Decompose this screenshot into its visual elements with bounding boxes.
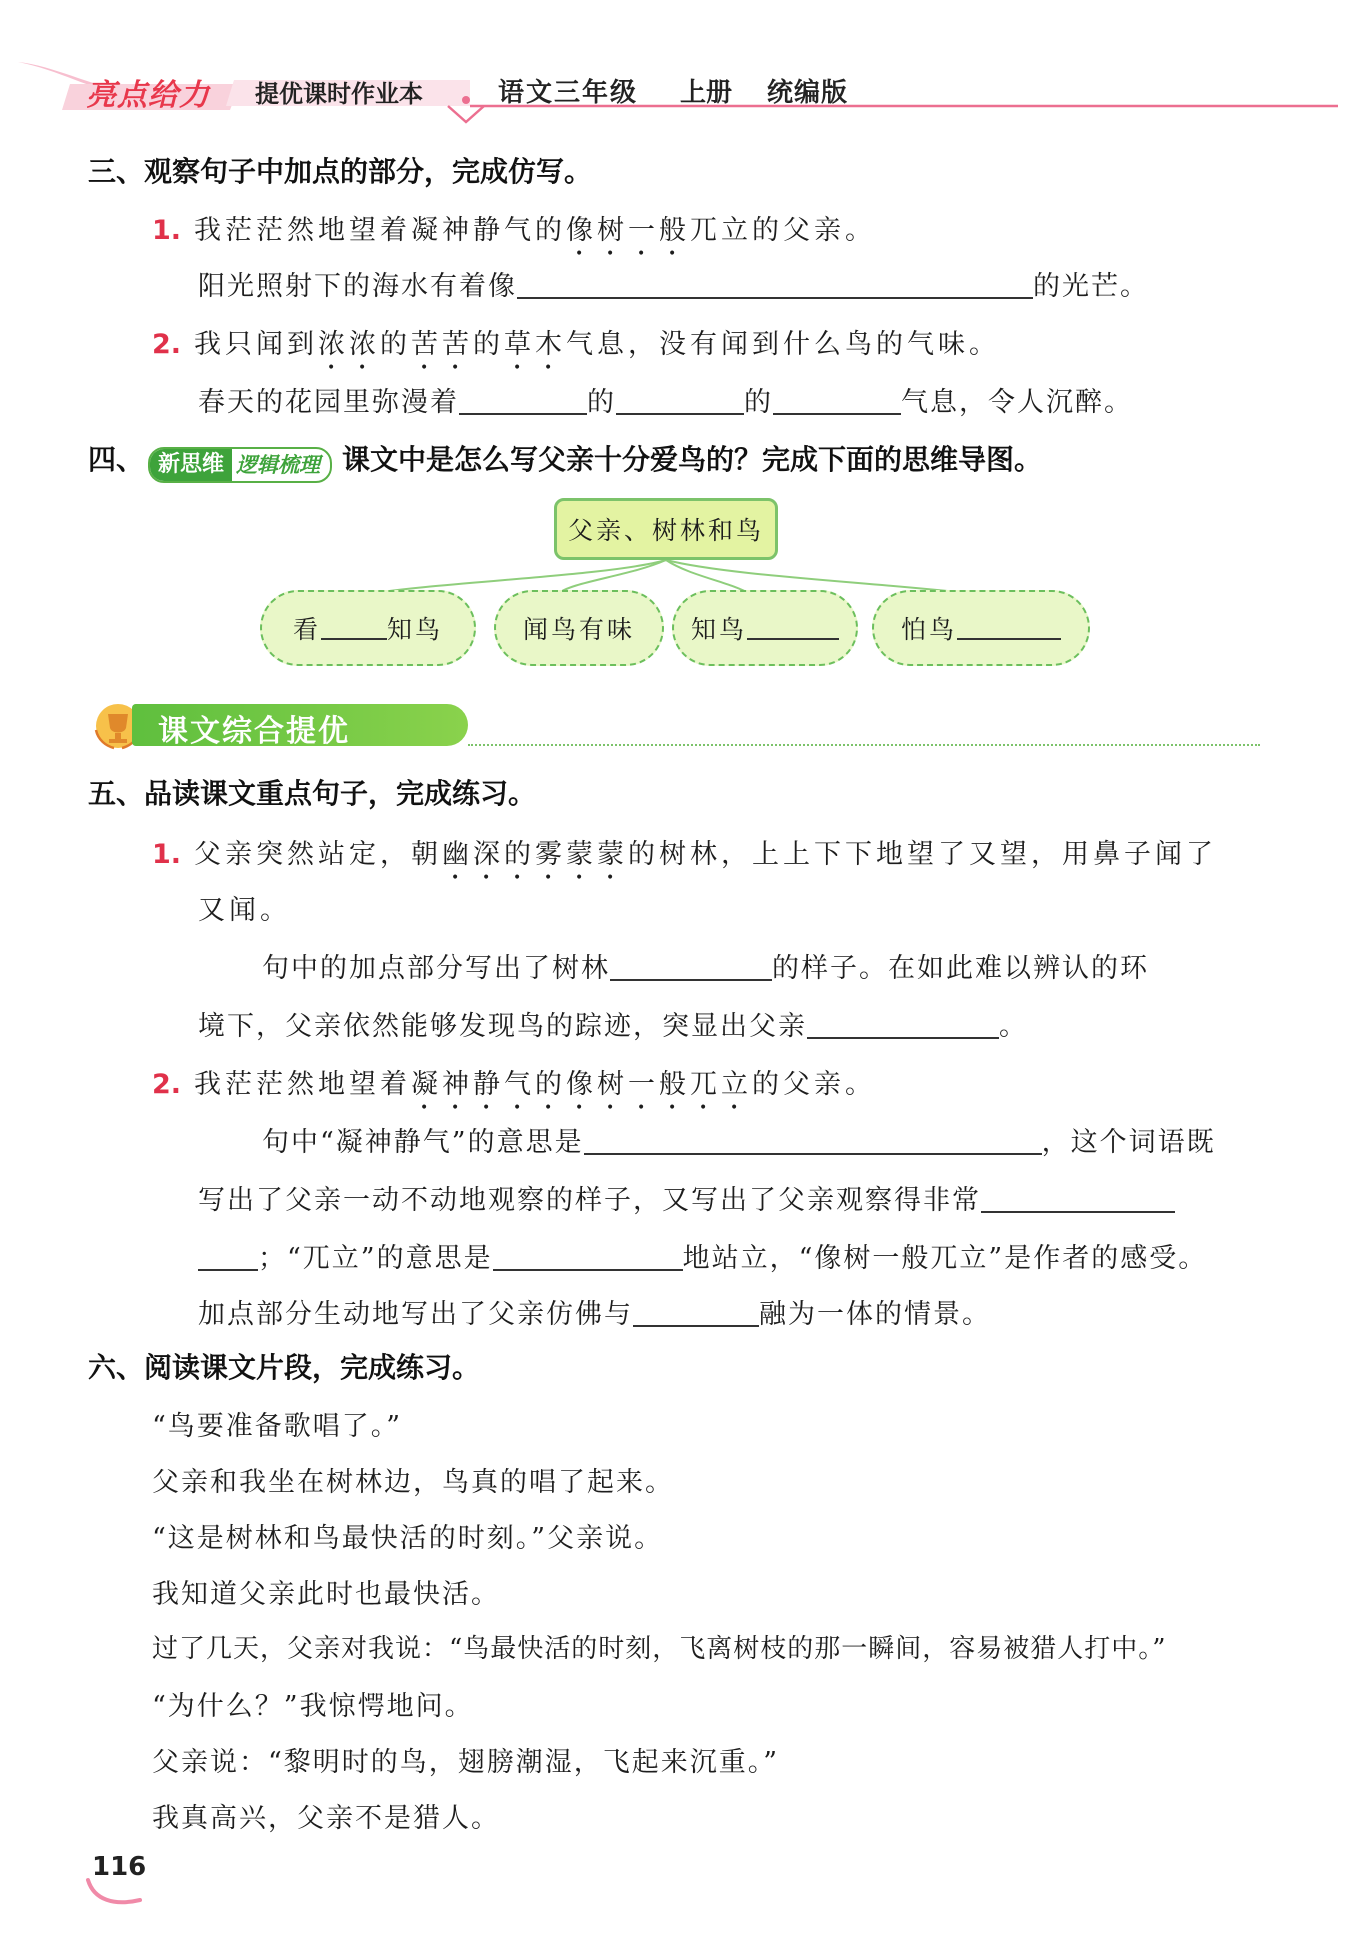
section-3-title: 三、观察句子中加点的部分，完成仿写。	[88, 155, 593, 188]
question-number: 2.	[152, 329, 182, 360]
passage-line: 我真高兴，父亲不是猎人。	[152, 1803, 500, 1834]
prompt-text: 阳光照射下的海水有着像	[198, 271, 517, 302]
question-number: 1.	[152, 839, 182, 870]
answer-blank[interactable]	[747, 616, 839, 640]
answer-blank[interactable]	[493, 1243, 683, 1271]
prompt-text: 气息，令人沉醉。	[901, 387, 1133, 418]
sentence-text: 的	[380, 329, 411, 360]
prompt-text: 。	[999, 1011, 1028, 1042]
s5-q2-answer-line4	[198, 1292, 991, 1331]
sentence-text: 父亲突然站定，朝	[194, 839, 442, 870]
badge-sublabel: 逻辑梳理	[236, 452, 321, 477]
dotted-phrase: 苦苦	[411, 329, 473, 360]
prompt-text: 境下，父亲依然能够发现鸟的踪迹，突显出父亲	[198, 1011, 807, 1042]
section-question: 课文中是怎么写父亲十分爱鸟的？完成下面的思维导图。	[342, 443, 1043, 476]
subject-grade: 语文三年级	[498, 78, 639, 108]
volume: 上册	[680, 78, 733, 108]
prompt-text: 地站立，“像树一般兀立”是作者的感受。	[682, 1243, 1208, 1274]
s3-q2-practice	[198, 380, 1133, 419]
answer-blank[interactable]	[517, 271, 1033, 299]
prompt-text: 句中“凝神静气”的意思是	[262, 1127, 584, 1158]
sentence-text: 我只闻到	[194, 329, 318, 360]
section-4-title	[88, 438, 1042, 483]
sentence-text: 的	[473, 329, 504, 360]
prompt-text: 的	[587, 387, 616, 418]
sentence-text: 兀立的父亲。	[690, 215, 876, 246]
s5-q2-answer-line2	[198, 1178, 1175, 1217]
s5-q2-answer-line1	[262, 1120, 1216, 1159]
mind-map-node-see	[260, 590, 476, 666]
s3-q1-sentence	[152, 208, 876, 262]
s5-q2-sentence	[152, 1062, 876, 1116]
mind-map-node-smell: 闻鸟有味	[494, 590, 664, 666]
prompt-text: 写出了父亲一动不动地观察的样子，又写出了父亲观察得非常	[198, 1185, 981, 1216]
s5-q1-sentence-cont: 又闻。	[198, 895, 291, 926]
answer-blank[interactable]	[807, 1011, 999, 1039]
section-banner	[88, 700, 1258, 752]
mind-map-node-fear	[872, 590, 1090, 666]
answer-blank[interactable]	[633, 1299, 759, 1327]
s5-q2-answer-line3	[198, 1236, 1207, 1275]
node-label: 怕鸟	[900, 615, 957, 644]
prompt-text: 春天的花园里弥漫着	[198, 387, 459, 418]
passage-line: “这是树林和鸟最快活的时刻。”父亲说。	[152, 1523, 664, 1554]
badge-label: 新思维	[150, 449, 232, 481]
answer-blank[interactable]	[459, 387, 587, 415]
question-number: 1.	[152, 215, 182, 246]
new-thinking-badge	[148, 447, 332, 483]
book-series: 提优课时作业本	[255, 80, 423, 108]
answer-blank[interactable]	[198, 1243, 258, 1271]
answer-blank[interactable]	[610, 953, 772, 981]
answer-blank[interactable]	[616, 387, 744, 415]
s3-q1-practice	[198, 264, 1149, 303]
prompt-text: 句中的加点部分写出了树林	[262, 953, 610, 984]
mind-map	[260, 498, 1090, 678]
passage-line: 过了几天，父亲对我说：“鸟最快活的时刻，飞离树枝的那一瞬间，容易被猎人打中。”	[152, 1634, 1167, 1664]
sentence-text: 的父亲。	[752, 1069, 876, 1100]
section-5-title: 五、品读课文重点句子，完成练习。	[88, 777, 537, 810]
answer-blank[interactable]	[584, 1127, 1042, 1155]
node-label: 知鸟	[387, 615, 444, 644]
mind-map-node-know	[672, 590, 858, 666]
dotted-phrase: 凝神静气的像树一般兀立	[411, 1069, 752, 1100]
banner-title: 课文综合提优	[158, 714, 350, 749]
sentence-text: 我茫茫然地望着	[194, 1069, 411, 1100]
prompt-text: 的样子。在如此难以辨认的环	[772, 953, 1149, 984]
node-label: 看	[292, 615, 321, 644]
prompt-text: ；“兀立”的意思是	[258, 1243, 493, 1274]
prompt-text: 的光芒。	[1033, 271, 1149, 302]
s5-q1-answer-line1	[262, 946, 1149, 985]
sentence-text: 的树林，上上下下地望了又望，用鼻子闻了	[628, 839, 1217, 870]
prompt-text: 的	[744, 387, 773, 418]
passage-line: “为什么？”我惊愕地问。	[152, 1691, 474, 1722]
sentence-text: 我茫茫然地望着凝神静气的	[194, 215, 566, 246]
dotted-phrase: 像树一般	[566, 215, 690, 246]
edition: 统编版	[767, 78, 849, 108]
prompt-text: ，这个词语既	[1041, 1127, 1216, 1158]
dotted-phrase: 草木	[504, 329, 566, 360]
s5-q1-sentence	[152, 832, 1217, 886]
question-number: 2.	[152, 1069, 182, 1100]
page-number: 116	[92, 1852, 147, 1882]
passage-line: 我知道父亲此时也最快活。	[152, 1579, 500, 1610]
section-6-title: 六、阅读课文片段，完成练习。	[88, 1351, 481, 1384]
s3-q2-sentence	[152, 322, 1000, 376]
answer-blank[interactable]	[957, 616, 1061, 640]
brand-logo-text: 亮点给力	[86, 78, 210, 113]
passage-line: 父亲说：“黎明时的鸟，翅膀潮湿，飞起来沉重。”	[152, 1747, 780, 1778]
section-number: 四、	[88, 443, 145, 476]
page-header	[0, 0, 1350, 130]
passage-line: 父亲和我坐在树林边，鸟真的唱了起来。	[152, 1467, 674, 1498]
node-label: 知鸟	[690, 615, 747, 644]
mind-map-root: 父亲、树林和鸟	[554, 498, 778, 560]
dotted-phrase: 浓浓	[318, 329, 380, 360]
passage-line: “鸟要准备歌唱了。”	[152, 1411, 403, 1442]
sentence-text: 气息，没有闻到什么鸟的气味。	[566, 329, 1000, 360]
s5-q1-answer-line2	[198, 1004, 1028, 1043]
prompt-text: 融为一体的情景。	[759, 1299, 991, 1330]
dotted-phrase: 幽深的雾蒙蒙	[442, 839, 628, 870]
answer-blank[interactable]	[321, 616, 387, 640]
prompt-text: 加点部分生动地写出了父亲仿佛与	[198, 1299, 633, 1330]
banner-dotted-line	[468, 744, 1260, 746]
answer-blank[interactable]	[981, 1185, 1175, 1213]
answer-blank[interactable]	[773, 387, 901, 415]
